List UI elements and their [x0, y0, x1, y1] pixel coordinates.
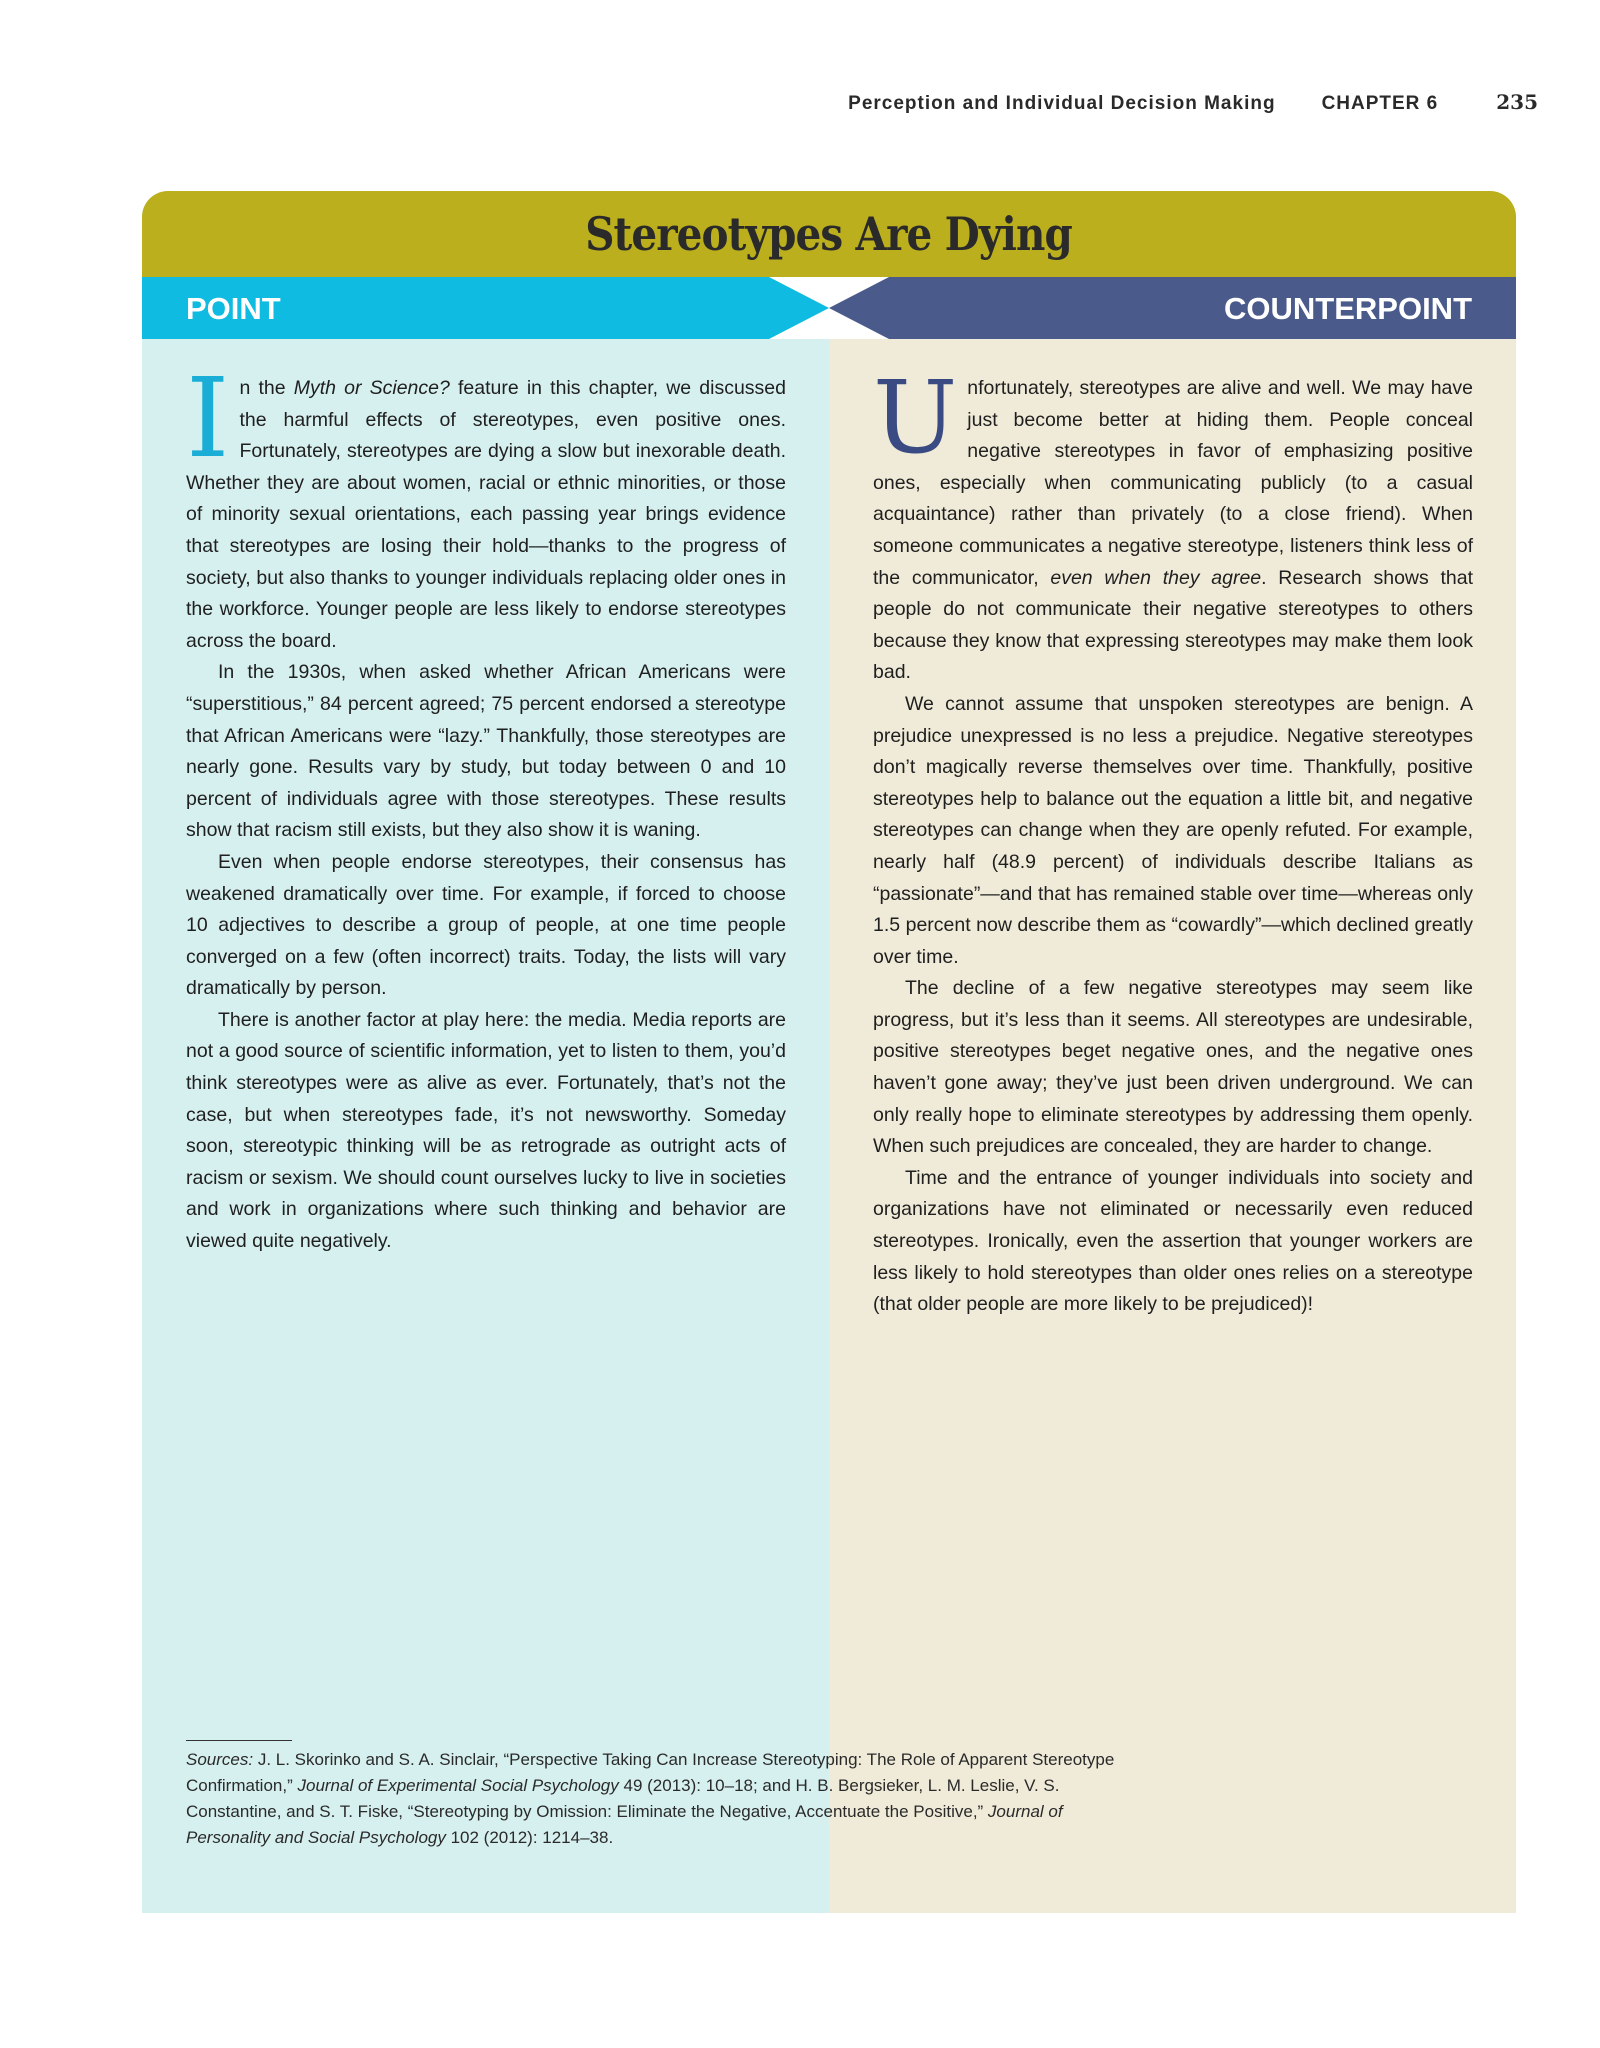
point-p1-rest: feature in this chapter, we discussed the harmful effects of stereotypes, even positive ones. Fortunately, stereotypes are dying a slow but inexorable death. Whether they are about women, racial or ethnic minorities, or those of minority sexual orientations, each passing year brings evidence that stereotypes are losing their hold—thanks to the progress of society, but also thanks to younger individuals replacing older ones in the workforce. Younger people are less likely to endorse stereotypes across the board.: [186, 377, 787, 652]
counterpoint-p1-lead: nfortunately, stereotypes are alive and well. We may have just become better at hiding them. People conceal negative stereotypes in favor of emphasizing positive ones, especially when communicating publicly (to a casual acquaintance) rather than privately (to a close friend). When someone communicates a negative stereotype, listeners think less of the communicator,: [873, 377, 1473, 589]
point-paragraph: In the 1930s, when asked whether African Americans were “superstitious,” 84 percent agreed; 75 percent endorsed a stereotype that African Americans were “lazy.” Thankfully, those stereotypes are nearly gone. Results vary by study, but today between 0 and 10 percent of individuals agree with those stereotypes. These results show that racism still exists, but they also show it is waning.: [186, 661, 786, 842]
sources-journal2: Journal of Personality and Social Psychology: [186, 1802, 1063, 1847]
footnote-rule: [186, 1740, 292, 1741]
running-head-chapter: CHAPTER 6: [1321, 93, 1439, 114]
sources-part3: 102 (2012): 1214–38.: [445, 1828, 614, 1847]
counterpoint-paragraph: The decline of a few negative stereotypes may seem like progress, but it’s less than it seems. All stereotypes are undesirable, positive stereotypes beget negative ones, and the negative ones haven’t gone away; they’ve just been driven underground. We can only really hope to eliminate stereotypes by addressing them openly. When such prejudices are concealed, they are harder to change.: [873, 977, 1473, 1158]
counterpoint-dropcap: U: [873, 359, 958, 476]
counterpoint-paragraph: We cannot assume that unspoken stereotypes are benign. A prejudice unexpressed is no less a prejudice. Negative stereotypes don’t magically reverse themselves over time. Thankfully, positive stereotypes help to balance out the equation a little bit, and negative stereotypes can change when they are openly refuted. For example, nearly half (48.9 percent) of individuals describe Italians as “passionate”—and that has remained stable over time—whereas only 1.5 percent now describe them as “cowardly”—which declined greatly over time.: [873, 692, 1473, 968]
counterpoint-p1-rest: . Research shows that people do not communicate their negative stereotypes to others because they know that expressing stereotypes may make them look bad.: [873, 566, 1473, 684]
sources-part2: 49 (2013): 10–18; and H. B. Bergsieker, L. M. Leslie, V. S. Constantine, and S. T. Fiske, “Stereotyping by Omission: Eliminate the Negative, Accentuate the Positive,”: [186, 1776, 1060, 1821]
point-paragraph: Even when people endorse stereotypes, their consensus has weakened dramatically over time. For example, if forced to choose 10 adjectives to describe a group of people, at one time people converged on a few (often incorrect) traits. Today, the lists will vary dramatically by person.: [186, 850, 786, 1000]
point-label: POINT: [186, 291, 281, 326]
running-head-title: Perception and Individual Decision Making: [848, 93, 1276, 114]
page-number: 235: [1496, 90, 1538, 114]
point-column: [186, 354, 787, 1258]
feature-title: Stereotypes Are Dying: [585, 207, 1073, 261]
sources-part1: J. L. Skorinko and S. A. Sinclair, “Perspective Taking Can Increase Stereotyping: The Role of Apparent Stereotype Confirmation,”: [186, 1750, 1115, 1795]
feature-title-bar: [142, 191, 1516, 277]
counterpoint-column: [873, 359, 1473, 1321]
sources-journal1: Journal of Experimental Social Psychology: [297, 1776, 619, 1795]
sources-footnote: [186, 1747, 1126, 1851]
counterpoint-p1-italic: even when they agree: [1050, 566, 1262, 589]
running-head: [848, 90, 1538, 115]
counterpoint-paragraph: [873, 359, 1473, 689]
point-p1-italic: Myth or Science?: [293, 377, 450, 399]
point-p1-lead: n the: [239, 377, 294, 399]
point-paragraph: There is another factor at play here: the media. Media reports are not a good source of scientific information, yet to listen to them, you’d think stereotypes were as alive as ever. Fortunately, that’s not the case, but when stereotypes fade, it’s not newsworthy. Someday soon, stereotypic thinking will be as retrograde as outright acts of racism or sexism. We should count ourselves lucky to live in societies and work in organizations where such thinking and behavior are viewed quite negatively.: [186, 1008, 786, 1253]
point-counterpoint-box: [142, 191, 1516, 1913]
sources-label: Sources:: [186, 1750, 254, 1769]
counterpoint-paragraph: Time and the entrance of younger individuals into society and organizations have not eliminated or necessarily even reduced stereotypes. Ironically, even the assertion that younger workers are less likely to hold stereotypes than older ones relies on a stereotype (that older people are more likely to be prejudiced)!: [873, 1166, 1473, 1316]
counterpoint-label: COUNTERPOINT: [1224, 291, 1472, 326]
point-paragraph: [186, 354, 787, 657]
point-dropcap: I: [186, 354, 230, 482]
